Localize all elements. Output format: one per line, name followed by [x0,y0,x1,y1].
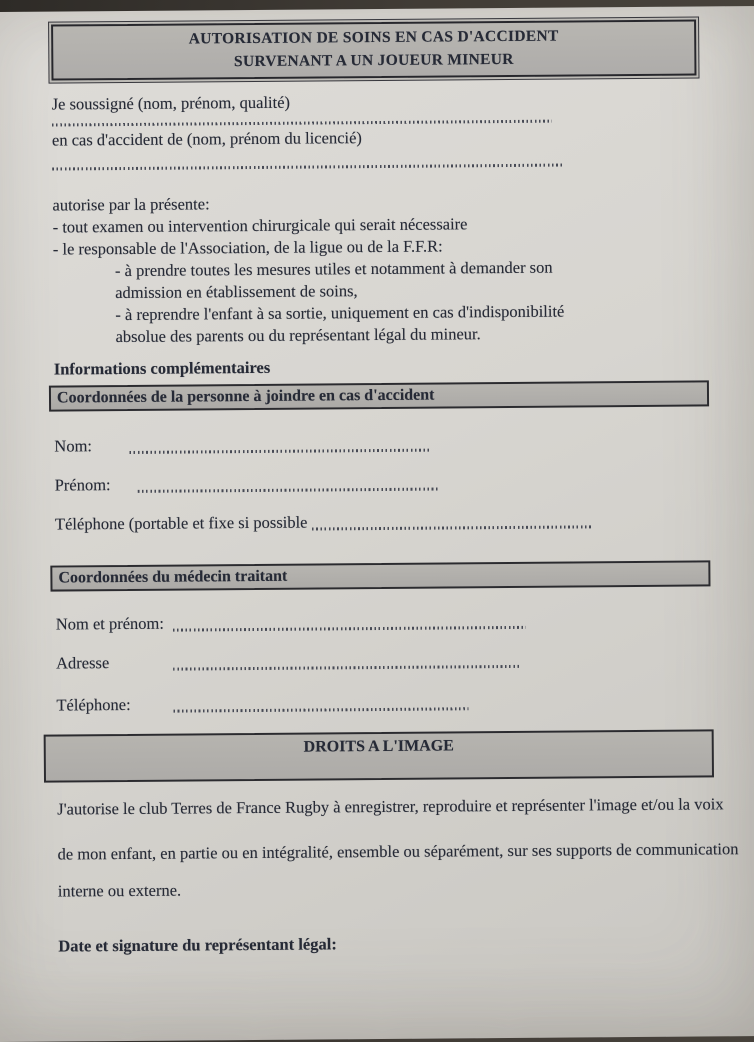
contact-phone-label: Téléphone (portable et fixe si possible [54,512,308,534]
contact-firstname-row [55,468,754,496]
image-rights-header-box [44,729,714,782]
signatory-label: Je soussigné (nom, prénom, qualité) [51,92,291,114]
licensee-fill-line [52,163,564,170]
doctor-name-fill-line [173,625,526,631]
contact-phone-row [55,507,754,535]
additional-info-heading: Informations complémentaires [53,357,271,379]
contact-firstname-label: Prénom: [54,474,111,495]
document-title-line1: AUTORISATION DE SOINS EN CAS D'ACCIDENT [188,27,559,48]
accident-label: en cas d'accident de (nom, prénom du licencié) [51,127,362,150]
signature-heading: Date et signature du représentant légal: [58,933,337,956]
contact-name-label: Nom: [54,435,93,456]
sub-item-pickup-line2: absolue des parents ou du représentant légal du mineur. [115,323,481,346]
doctor-name-label: Nom et prénom: [55,613,164,634]
contact-name-row [54,429,754,457]
document-title-line2: SURVENANT A UN JOUEUR MINEUR [233,51,514,71]
doctor-section-header-label: Coordonnées du médecin traitant [58,567,288,587]
authorization-item-responsible: - le responsable de l'Association, de la ligue ou de la F.F.R: [52,235,443,259]
image-rights-header-label: DROITS A L'IMAGE [303,736,454,756]
document-title-box [51,19,696,80]
authorization-sub-items [115,254,754,347]
doctor-address-row [56,646,754,674]
doctor-section-header [50,560,710,591]
sub-item-measures-line2: admission en établissement de soins, [115,280,358,302]
authorization-item-exam: - tout examen ou intervention chirurgicale qui serait nécessaire [52,213,468,237]
doctor-name-row [56,607,754,635]
image-rights-paragraph-line3: interne ou externe. [57,880,182,901]
doctor-phone-row [56,688,754,716]
image-rights-paragraph-line2: de mon enfant, en partie ou en intégralité, ensemble ou séparément, sur ses supports de communication [57,838,739,864]
doctor-address-fill-line [173,664,521,670]
contact-firstname-fill-line [138,487,440,492]
document-page [0,6,754,1042]
image-rights-paragraph-line1: J'autorise le club Terres de France Rugby à enregistrer, reproduire et représenter l'image et/ou la voix [57,793,724,819]
doctor-address-label: Adresse [56,652,110,673]
contact-phone-fill-line [312,525,592,530]
sub-item-measures-line1: - à prendre toutes les mesures utiles et notamment à demander son [114,257,553,280]
document-content [0,6,754,958]
doctor-phone-fill-line [173,707,468,712]
contact-section-header-label: Coordonnées de la personne à joindre en cas d'accident [56,386,435,407]
authorize-lead: autorise par la présente: [52,193,210,215]
contact-section-header [49,380,709,411]
doctor-phone-label: Téléphone: [56,694,131,715]
contact-name-fill-line [129,448,431,453]
sub-item-pickup-line1: - à reprendre l'enfant à sa sortie, uniquement en cas d'indisponibilité [115,301,565,324]
